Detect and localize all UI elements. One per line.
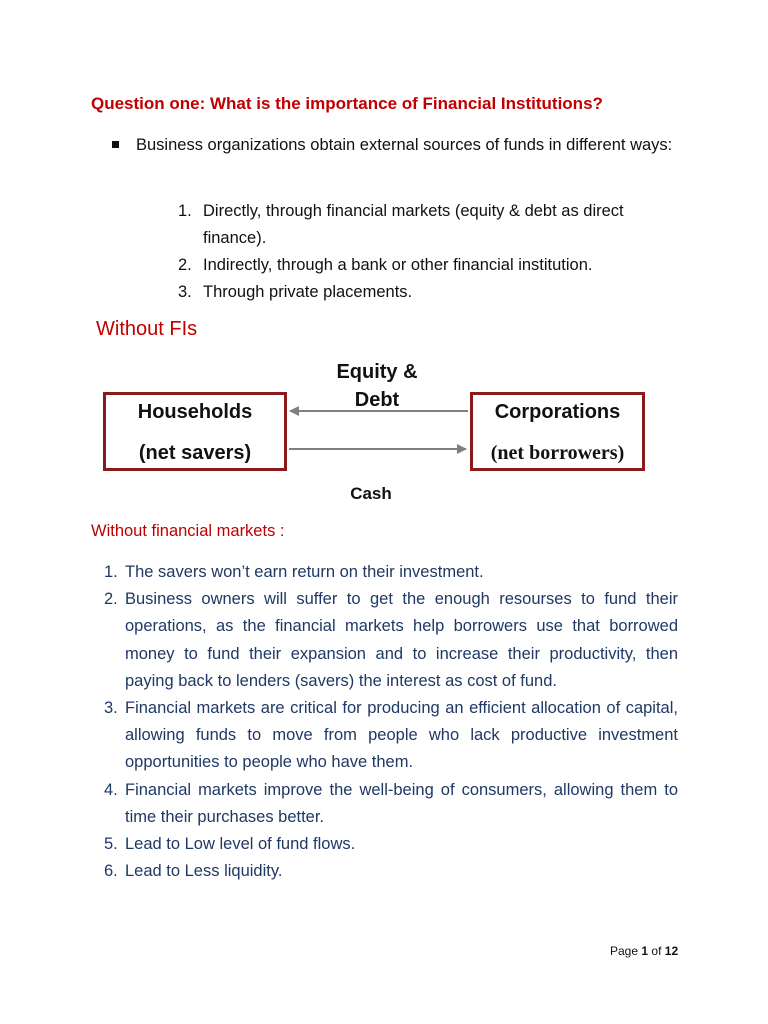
markets-list [104,559,678,885]
list-number: 3. [178,283,192,301]
list-item-text: Lead to Low level of fund flows. [125,835,356,854]
list-number: 3. [104,699,118,718]
list-item-text: Directly, through financial markets (equity & debt as direct finance). [203,202,624,247]
list-item [104,777,678,831]
list-item-text: Financial markets are critical for producing an efficient allocation of capital, allowing funds to move from people who lack productive investment opportunities to people who have them. [125,699,678,772]
list-number: 6. [104,862,118,881]
households-box [103,392,287,471]
list-number: 1. [104,563,118,581]
equity-debt-label: Equity & Debt [336,361,418,411]
list-item [104,858,678,885]
question-title: Question one: What is the importance of Financial Institutions? [91,94,603,113]
list-number: 5. [104,835,118,854]
list-item [104,831,678,858]
of-word: of [651,944,662,958]
list-item [104,559,678,586]
list-item [104,695,678,777]
corporations-title: Corporations [494,401,621,423]
list-item-text: The savers won’t earn return on their investment. [125,563,484,581]
page-word: Page [610,944,639,958]
list-item-text: Business owners will suffer to get the enough resourses to fund their operations, as the financial markets help borrowers use that borrowed money to fund their expansion and to increase their productivity, then paying back to lenders (savers) the interest as cost of fund. [125,590,678,690]
list-number: 2. [178,256,192,274]
list-number: 4. [104,780,118,799]
corporations-subtitle: (net borrowers) [490,442,625,464]
households-subtitle: (net savers) [138,442,252,464]
page-total: 12 [664,944,679,958]
list-number: 1. [178,202,192,220]
list-item-text: Through private placements. [203,283,413,301]
page-number: 1 [641,944,649,958]
section-heading: Without FIs [96,318,198,340]
page-footer [610,944,678,958]
intro-bullet-text: Business organizations obtain external sources of funds in different ways: [136,136,673,154]
list-item-text: Lead to Less liquidity. [125,862,283,881]
households-title: Households [137,401,253,423]
list-item-text: Financial markets improve the well-being of consumers, allowing them to time their purchases better. [125,780,678,826]
corporations-box [470,392,645,471]
list-item-text: Indirectly, through a bank or other financial institution. [203,256,593,274]
list-number: 2. [104,590,118,609]
list-item [104,586,678,695]
cash-label: Cash [350,484,392,503]
markets-heading: Without financial markets : [91,522,285,540]
